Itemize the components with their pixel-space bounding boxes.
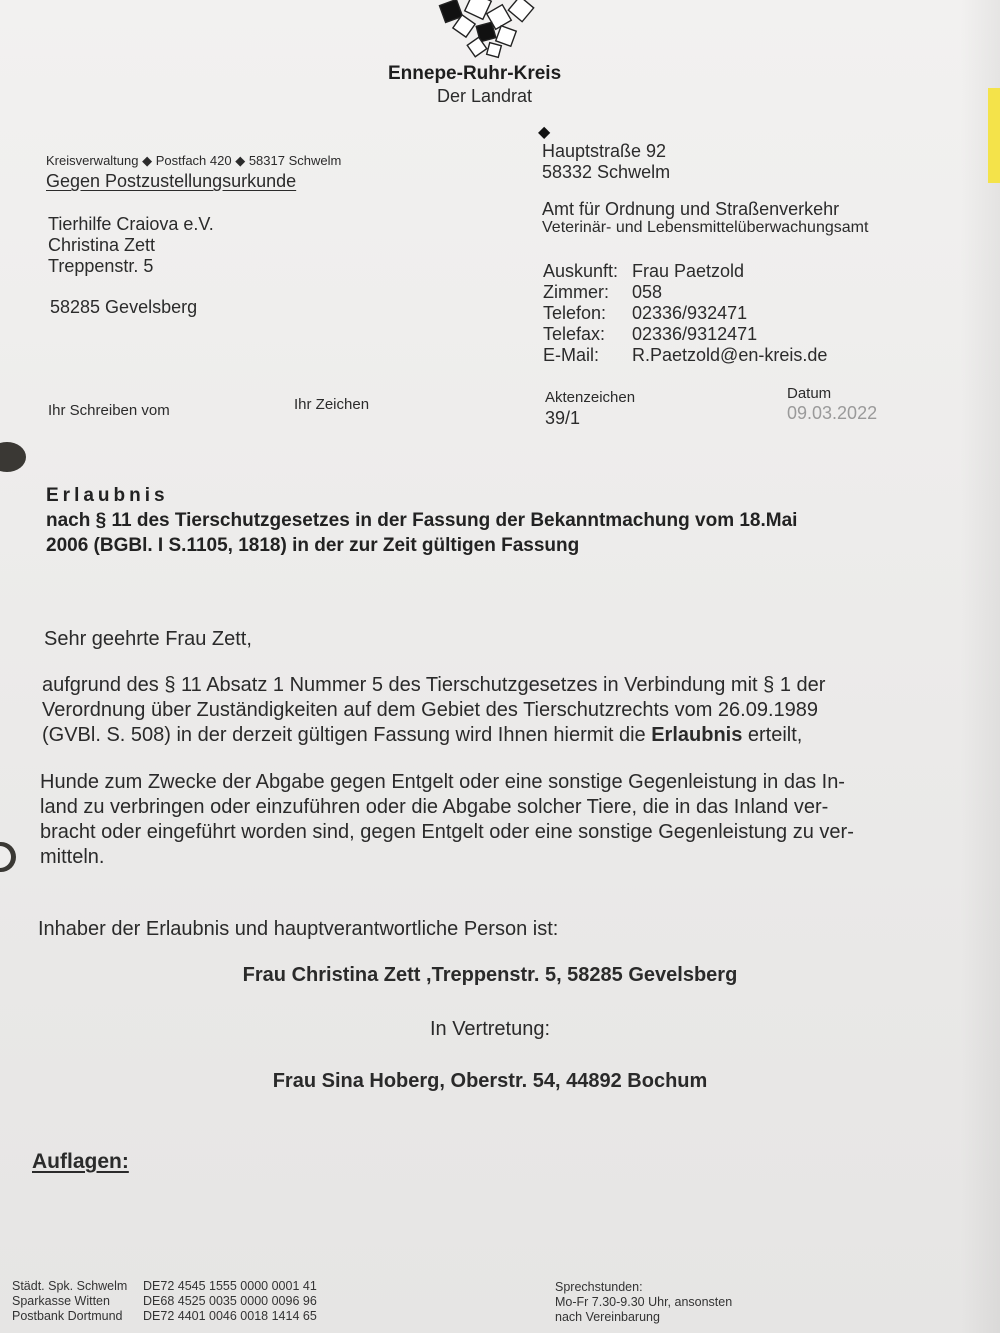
- contact-block: [543, 261, 827, 366]
- authority-office: Amt für Ordnung und Straßenverkehr: [542, 199, 840, 219]
- bank-name: Postbank Dortmund: [12, 1309, 123, 1323]
- recipient-city: 58285 Gevelsberg: [50, 297, 198, 317]
- recipient-line-1: Tierhilfe Craiova e.V.: [48, 214, 214, 234]
- org-name: Ennepe-Ruhr-Kreis: [388, 63, 562, 84]
- representation-label: In Vertretung:: [429, 1018, 551, 1040]
- delivery-note: Gegen Postzustellungsurkunde: [46, 171, 297, 191]
- office-hours-line-1: Sprechstunden:: [555, 1280, 643, 1294]
- paragraph-1-line-3: [42, 723, 825, 748]
- datum-value: 09.03.2022: [787, 403, 878, 423]
- contact-row-auskunft: [543, 261, 827, 282]
- subject-block: [46, 483, 797, 558]
- bank-name: Sparkasse Witten: [12, 1294, 110, 1308]
- subject-line-3: 2006 (BGBl. I S.1105, 1818) in der zur Zeit gültigen Fassung: [46, 535, 580, 556]
- contact-row-telefon: [543, 303, 827, 324]
- auflagen-heading: Auflagen:: [32, 1150, 129, 1173]
- contact-row-telefax: [543, 324, 827, 345]
- bank-row: [12, 1309, 317, 1324]
- zimmer-label: Zimmer:: [543, 282, 609, 302]
- paragraph-1: [42, 673, 825, 748]
- authority-address: [542, 141, 670, 183]
- telefax-value: 02336/9312471: [632, 324, 758, 344]
- punch-hole-top: [0, 442, 26, 472]
- recipient-line-3: Treppenstr. 5: [48, 256, 154, 276]
- email-value: R.Paetzold@en-kreis.de: [632, 345, 828, 365]
- sender-line: Kreisverwaltung ◆ Postfach 420 ◆ 58317 Schwelm: [46, 153, 342, 168]
- bank-details: [12, 1279, 317, 1324]
- contact-row-email: [543, 345, 827, 366]
- holder-name: Frau Christina Zett ,Treppenstr. 5, 58285 Gevelsberg: [242, 964, 738, 986]
- office-hours-line-3: nach Vereinbarung: [555, 1310, 660, 1324]
- paragraph-1-line-1: aufgrund des § 11 Absatz 1 Nummer 5 des Tierschutzgesetzes in Verbindung mit § 1 der: [42, 674, 826, 696]
- paragraph-1-line-2: Verordnung über Zuständigkeiten auf dem Gebiet des Tierschutzrechts vom 26.09.1989: [42, 699, 819, 721]
- authority-office-sub: Veterinär- und Lebensmittelüberwachungsamt: [542, 219, 869, 236]
- bank-iban: DE72 4545 1555 0000 0001 41: [143, 1279, 317, 1293]
- aktenzeichen-value: 39/1: [545, 408, 581, 428]
- office-hours: [555, 1280, 732, 1325]
- paragraph-2-line-4: mitteln.: [40, 846, 105, 868]
- paragraph-1-line-3-end: erteilt,: [742, 724, 803, 746]
- recipient-address: [48, 214, 214, 277]
- holder-intro: Inhaber der Erlaubnis und hauptverantwortliche Person ist:: [38, 918, 559, 940]
- ennepe-ruhr-kreis-logo-icon: [428, 0, 548, 62]
- office-hours-line-2: Mo-Fr 7.30-9.30 Uhr, ansonsten: [555, 1295, 733, 1309]
- paragraph-2-line-1: Hunde zum Zwecke der Abgabe gegen Entgelt oder eine sonstige Gegenleistung in das In-: [40, 771, 845, 793]
- authority-city: 58332 Schwelm: [542, 162, 671, 182]
- auskunft-label: Auskunft:: [543, 261, 619, 281]
- org-subtitle: Der Landrat: [437, 86, 533, 106]
- diamond-icon: ◆: [538, 124, 551, 141]
- punch-hole-bottom: [0, 842, 16, 872]
- aktenzeichen-label: Aktenzeichen: [545, 389, 636, 406]
- ihr-zeichen-label: Ihr Zeichen: [294, 396, 370, 413]
- salutation: Sehr geehrte Frau Zett,: [44, 628, 252, 650]
- bank-row: [12, 1279, 317, 1294]
- bank-name: Städt. Spk. Schwelm: [12, 1279, 128, 1293]
- datum-label: Datum: [787, 385, 832, 402]
- paragraph-2: [40, 770, 854, 870]
- ihr-schreiben-label: Ihr Schreiben vom: [48, 402, 170, 419]
- erlaubnis-bold: Erlaubnis: [651, 724, 743, 746]
- bank-row: [12, 1294, 317, 1309]
- recipient-line-2: Christina Zett: [48, 235, 156, 255]
- representative-name: Frau Sina Hoberg, Oberstr. 54, 44892 Bochum: [272, 1070, 708, 1092]
- authority-street: Hauptstraße 92: [542, 141, 667, 161]
- page-shadow: [960, 0, 1000, 1333]
- email-label: E-Mail:: [543, 345, 600, 365]
- telefax-label: Telefax:: [543, 324, 606, 344]
- paragraph-2-line-2: land zu verbringen oder einzuführen oder die Abgabe solcher Tiere, die in das Inland ver-: [40, 796, 829, 818]
- subject-title: Erlaubnis: [46, 485, 169, 506]
- auskunft-value: Frau Paetzold: [632, 261, 745, 281]
- bank-iban: DE68 4525 0035 0000 0096 96: [143, 1294, 317, 1308]
- bank-iban: DE72 4401 0046 0018 1414 65: [143, 1309, 317, 1323]
- paragraph-1-line-3-text: (GVBl. S. 508) in der derzeit gültigen Fassung wird Ihnen hiermit die: [42, 724, 652, 746]
- telefon-value: 02336/932471: [632, 303, 748, 323]
- contact-row-zimmer: [543, 282, 827, 303]
- telefon-label: Telefon:: [543, 303, 607, 323]
- yellow-tab-edge: [988, 88, 1000, 183]
- paragraph-2-line-3: bracht oder eingeführt worden sind, gegen Entgelt oder eine sonstige Gegenleistung zu ver-: [40, 821, 854, 843]
- zimmer-value: 058: [632, 282, 663, 302]
- subject-line-2: nach § 11 des Tierschutzgesetzes in der Fassung der Bekanntmachung vom 18.Mai: [46, 510, 798, 531]
